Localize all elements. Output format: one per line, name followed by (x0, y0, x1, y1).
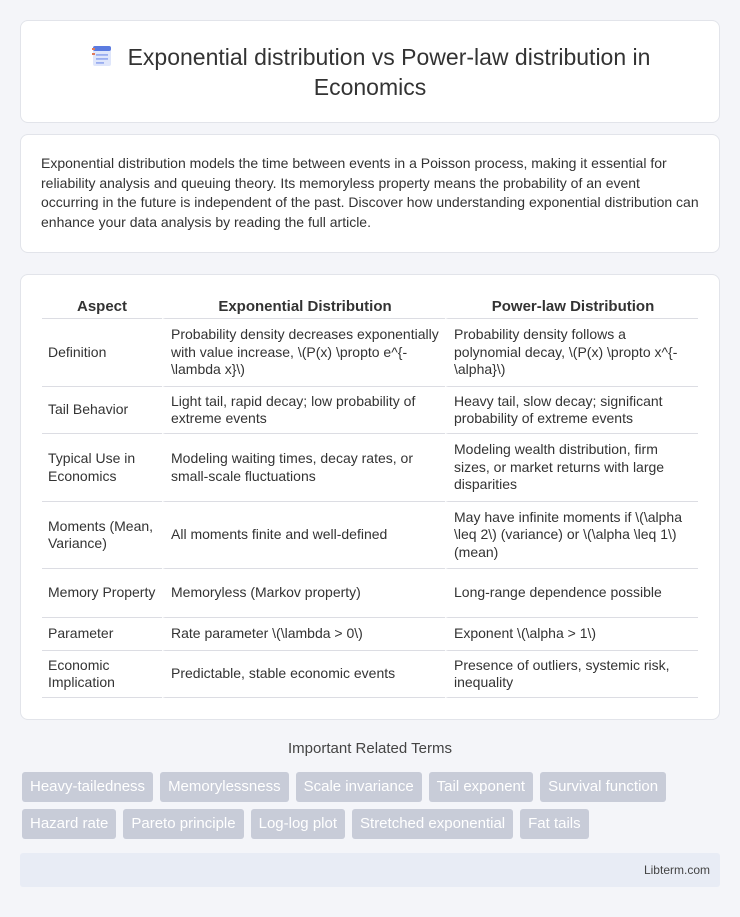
tag-tail-exponent[interactable]: Tail exponent (429, 772, 533, 802)
tag-row (22, 809, 722, 839)
table-cell: Presence of outliers, systemic risk, inequality (445, 651, 698, 698)
table-cell: Heavy tail, slow decay; significant probability of extreme events (445, 387, 698, 434)
table-cell: Probability density follows a polynomial decay, \(P(x) \propto x^{-\alpha}\) (445, 319, 698, 387)
footer (20, 853, 720, 887)
page-title: Exponential distribution vs Power-law distribution in Economics (127, 43, 651, 100)
table-cell: Long-range dependence possible (445, 569, 698, 618)
tag-scale-invariance[interactable]: Scale invariance (296, 772, 422, 802)
column-header: Aspect (42, 296, 162, 319)
comparison-table-card (20, 274, 720, 720)
table-row (42, 651, 698, 698)
table-row (42, 569, 698, 618)
table-cell: Memoryless (Markov property) (162, 569, 445, 618)
table-header-row (42, 296, 698, 319)
title-card (20, 20, 720, 123)
table-cell: Economic Implication (42, 651, 162, 698)
document-icon (90, 44, 114, 68)
table-cell: Parameter (42, 618, 162, 651)
table-row (42, 502, 698, 569)
intro-card (20, 134, 720, 253)
table-cell: Modeling waiting times, decay rates, or small-scale fluctuations (162, 434, 445, 502)
related-terms-list (22, 772, 722, 846)
tag-hazard-rate[interactable]: Hazard rate (22, 809, 116, 839)
table-row (42, 319, 698, 387)
related-terms-heading: Important Related Terms (288, 740, 452, 757)
table-cell: Light tail, rapid decay; low probability of extreme events (162, 387, 445, 434)
tag-stretched-exponential[interactable]: Stretched exponential (352, 809, 513, 839)
table-cell: Modeling wealth distribution, firm sizes, or market returns with large disparities (445, 434, 698, 502)
table-cell: Predictable, stable economic events (162, 651, 445, 698)
table-cell: All moments finite and well-defined (162, 502, 445, 569)
table-row (42, 387, 698, 434)
tag-survival-function[interactable]: Survival function (540, 772, 666, 802)
table-cell: Memory Property (42, 569, 162, 618)
tag-heavy-tailedness[interactable]: Heavy-tailedness (22, 772, 153, 802)
tag-memorylessness[interactable]: Memorylessness (160, 772, 289, 802)
intro-paragraph: Exponential distribution models the time between events in a Poisson process, making it essential for reliability analysis and queuing theory. Its memoryless property means the probability of an event occurring in the future is independent of the past. Discover how understanding exponential distribution can enhance your data analysis by reading the full article. (41, 155, 699, 230)
tag-log-log-plot[interactable]: Log-log plot (251, 809, 345, 839)
comparison-table (42, 296, 698, 698)
table-cell: Probability density decreases exponentially with value increase, \(P(x) \propto e^{-\lambda x}\) (162, 319, 445, 387)
table-cell: Definition (42, 319, 162, 387)
tag-fat-tails[interactable]: Fat tails (520, 809, 589, 839)
table-cell: Rate parameter \(\lambda > 0\) (162, 618, 445, 651)
table-row (42, 434, 698, 502)
column-header: Power-law Distribution (445, 296, 698, 319)
tag-row (22, 772, 722, 802)
table-cell: Typical Use in Economics (42, 434, 162, 502)
footer-brand-link[interactable]: Libterm.com (643, 863, 710, 877)
table-row (42, 618, 698, 651)
column-header: Exponential Distribution (162, 296, 445, 319)
table-cell: May have infinite moments if \(\alpha \leq 2\) (variance) or \(\alpha \leq 1\) (mean) (445, 502, 698, 569)
tag-pareto-principle[interactable]: Pareto principle (123, 809, 243, 839)
table-cell: Exponent \(\alpha > 1\) (445, 618, 698, 651)
table-cell: Tail Behavior (42, 387, 162, 434)
table-cell: Moments (Mean, Variance) (42, 502, 162, 569)
